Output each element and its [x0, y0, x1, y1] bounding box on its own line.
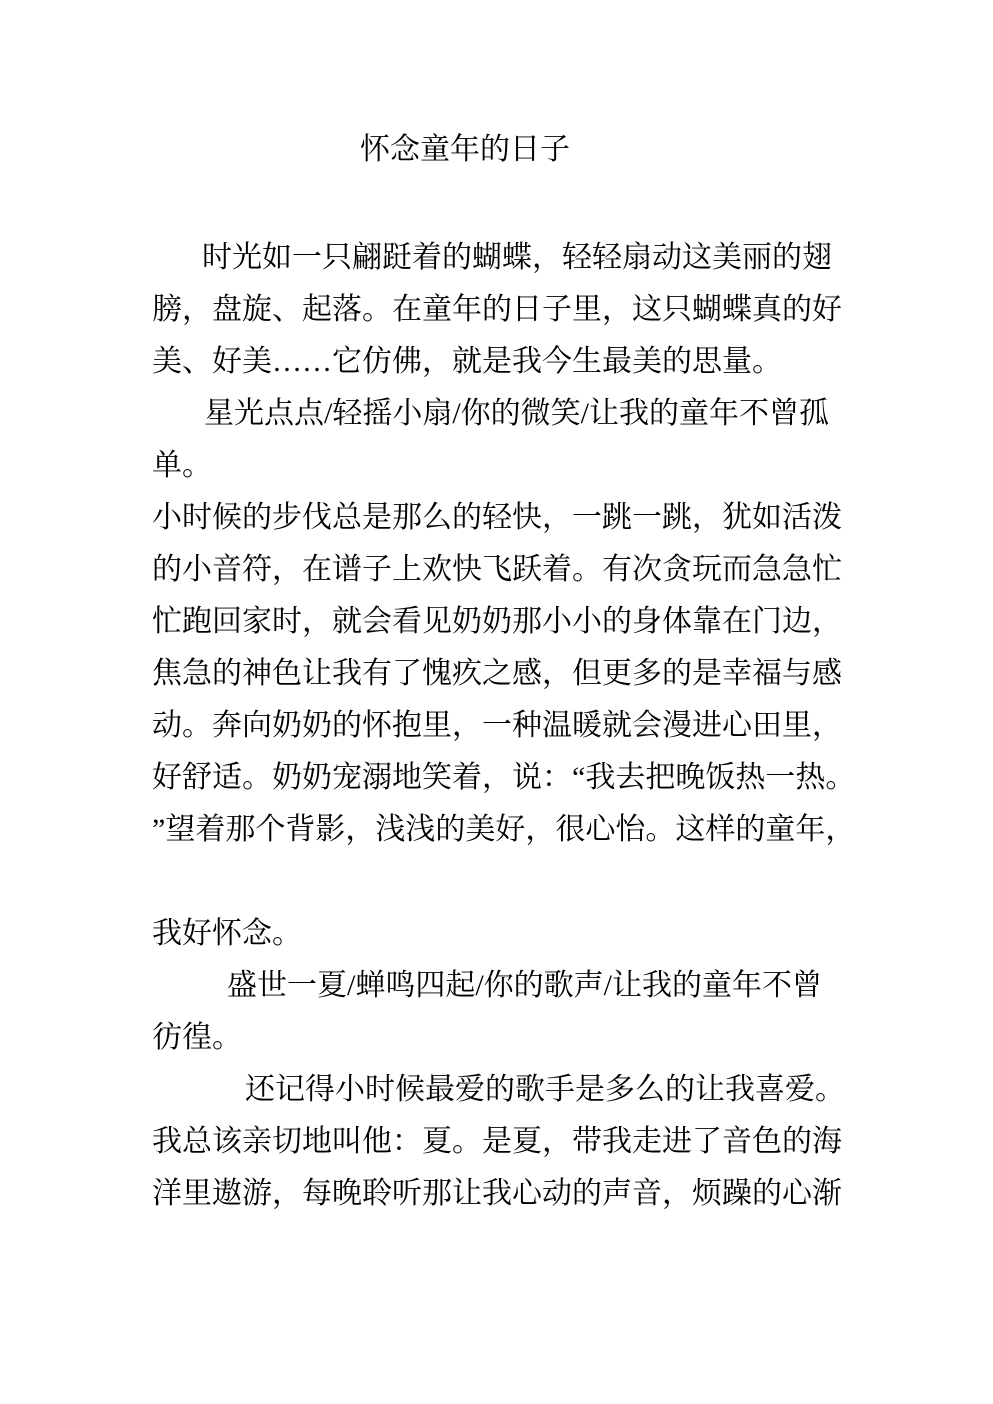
document-title: 怀念童年的日子	[360, 133, 570, 166]
text-line: ”望着那个背影，浅浅的美好，很心怡。这样的童年，	[152, 813, 856, 846]
paragraph	[152, 1064, 932, 1220]
text-line: 小时候的步伐总是那么的轻快，一跳一跳，犹如活泼	[152, 501, 842, 534]
text-line: 单。	[152, 449, 212, 482]
text-line: 彷徨。	[152, 1021, 242, 1054]
text-line: 还记得小时候最爱的歌手是多么的让我喜爱。	[245, 1073, 845, 1106]
text-line: 动。奔向奶奶的怀抱里，一种温暖就会漫进心田里，	[152, 709, 842, 742]
blank-line	[152, 856, 932, 908]
text-line: 我好怀念。	[152, 917, 302, 950]
text-line: 忙跑回家时，就会看见奶奶那小小的身体靠在门边，	[152, 605, 842, 638]
text-line: 好舒适。奶奶宠溺地笑着，说：“我去把晚饭热一热。	[152, 761, 856, 794]
text-line: 我总该亲切地叫他：夏。是夏，带我走进了音色的海	[152, 1125, 842, 1158]
text-line: 膀，盘旋、起落。在童年的日子里，这只蝴蝶真的好	[152, 293, 842, 326]
paragraph	[152, 492, 932, 960]
paragraph	[152, 388, 932, 492]
text-line: 盛世一夏/蝉鸣四起/你的歌声/让我的童年不曾	[227, 969, 823, 1002]
text-line: 星光点点/轻摇小扇/你的微笑/让我的童年不曾孤	[204, 397, 830, 430]
paragraph	[152, 960, 932, 1064]
document-body	[152, 232, 932, 1220]
text-line: 美、好美……它仿佛，就是我今生最美的思量。	[152, 345, 782, 378]
text-line: 焦急的神色让我有了愧疚之感，但更多的是幸福与感	[152, 657, 842, 690]
text-line: 的小音符，在谱子上欢快飞跃着。有次贪玩而急急忙	[152, 553, 842, 586]
text-line: 时光如一只翩跹着的蝴蝶，轻轻扇动这美丽的翅	[202, 241, 832, 274]
paragraph	[152, 232, 932, 388]
text-line: 洋里遨游，每晚聆听那让我心动的声音，烦躁的心渐	[152, 1177, 842, 1210]
